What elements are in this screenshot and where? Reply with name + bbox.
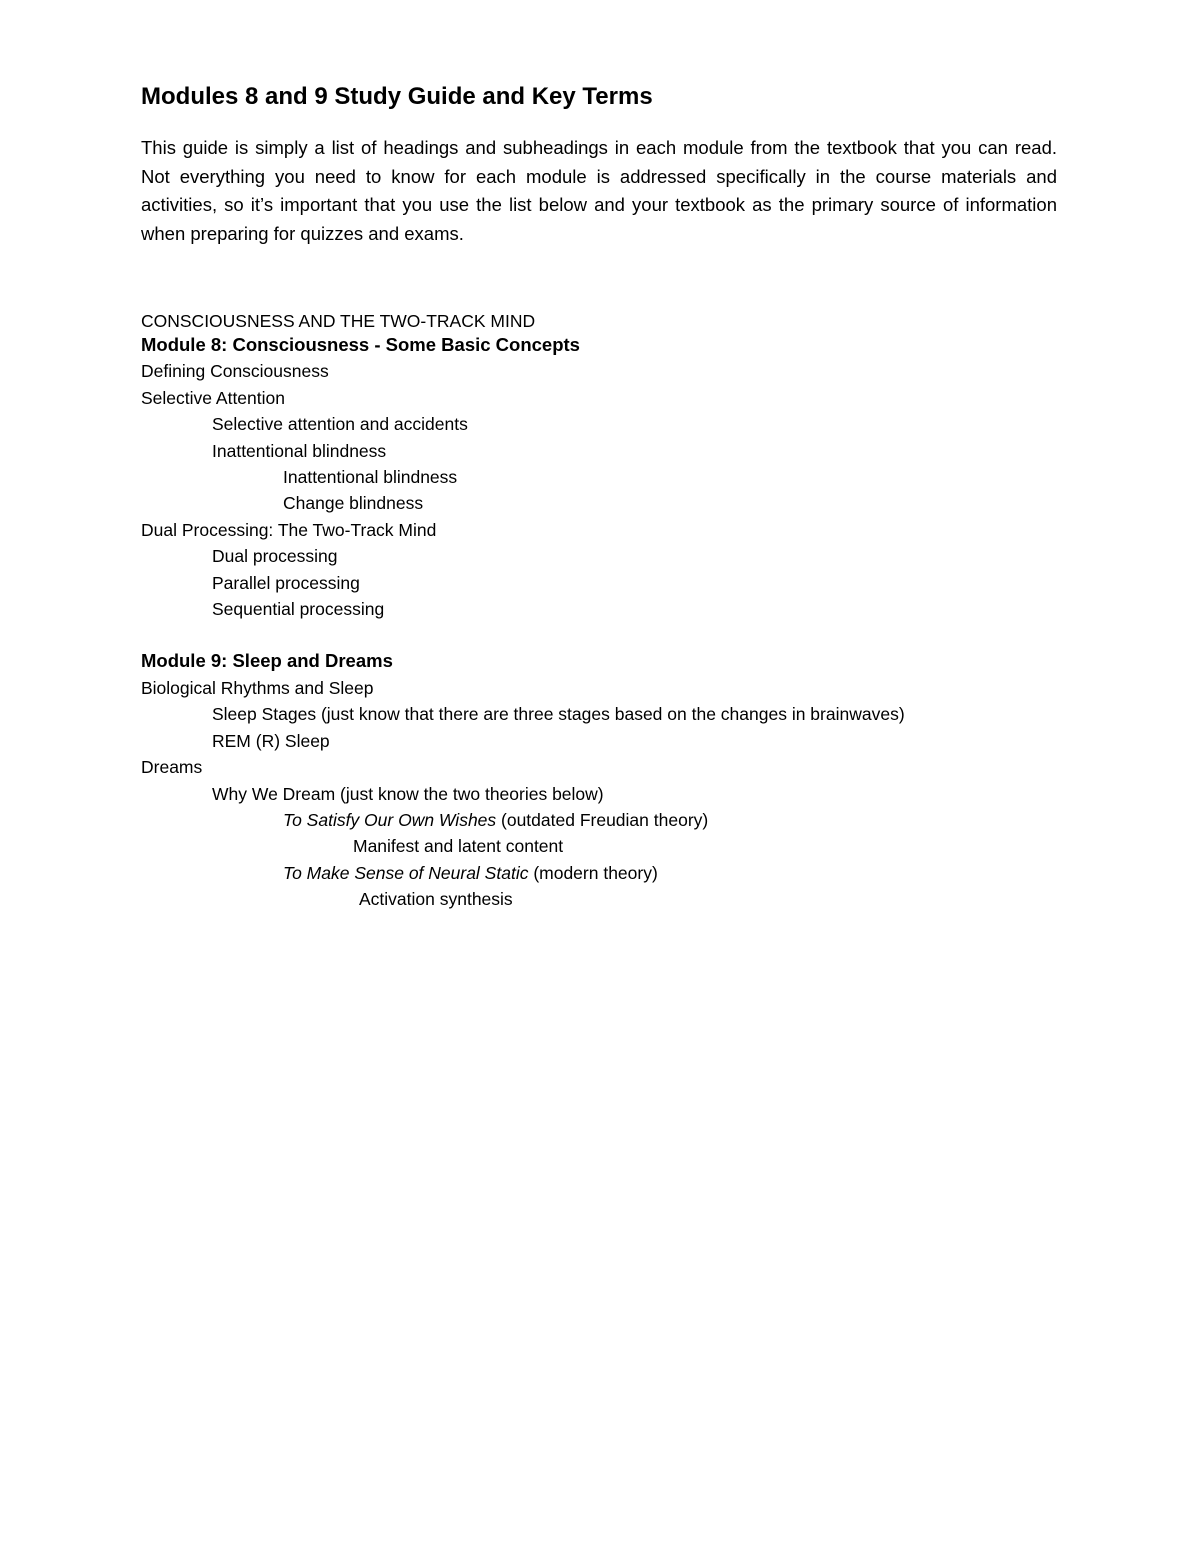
outline-item: Manifest and latent content — [353, 836, 564, 857]
outline-item: Dual Processing: The Two-Track Mind — [141, 519, 437, 540]
outline-item: Dreams — [141, 757, 203, 778]
outline-item: Inattentional blindness — [283, 467, 458, 488]
outline-item: Sleep Stages (just know that there are three stages based on the changes in brainwaves) — [212, 704, 905, 725]
theory-wish-fulfillment — [141, 807, 1057, 833]
outline-item: Biological Rhythms and Sleep — [141, 677, 374, 698]
intro-paragraph: This guide is simply a list of headings and subheadings in each module from the textbook that you can read. Not everything you need to know for each module is addressed specifically in the course materials and activities, so it’s important that you use the list below and your textbook as the primary source of information when preparing for quizzes and exams. — [141, 137, 1057, 245]
outline-item: Inattentional blindness — [212, 440, 387, 461]
outline-item: Defining Consciousness — [141, 361, 329, 382]
theory-note: (modern theory) — [528, 862, 658, 883]
theory-neural-static — [141, 860, 1057, 886]
theory-note: (outdated Freudian theory) — [496, 809, 709, 830]
outline-item: Change blindness — [283, 493, 424, 514]
outline-item: Why We Dream (just know the two theories below) — [212, 783, 604, 804]
outline-item: Selective attention and accidents — [212, 414, 468, 435]
document-title: Modules 8 and 9 Study Guide and Key Terms — [141, 83, 653, 110]
document-page — [141, 80, 1057, 910]
unit-label: CONSCIOUSNESS AND THE TWO-TRACK MIND — [141, 311, 536, 331]
theory-title-italic: To Satisfy Our Own Wishes — [283, 809, 497, 830]
outline-item: Sequential processing — [212, 599, 385, 620]
module-outline — [141, 332, 1057, 913]
outline-item: Dual processing — [212, 546, 338, 567]
theory-title-italic: To Make Sense of Neural Static — [283, 862, 529, 883]
section-spacer — [141, 622, 1057, 648]
module-8-heading: Module 8: Consciousness - Some Basic Concepts — [141, 334, 580, 355]
module-9-heading: Module 9: Sleep and Dreams — [141, 650, 393, 672]
outline-item: REM (R) Sleep — [212, 730, 330, 751]
outline-item: Selective Attention — [141, 387, 285, 408]
outline-item: Activation synthesis — [359, 889, 513, 910]
outline-item: Parallel processing — [212, 572, 360, 593]
